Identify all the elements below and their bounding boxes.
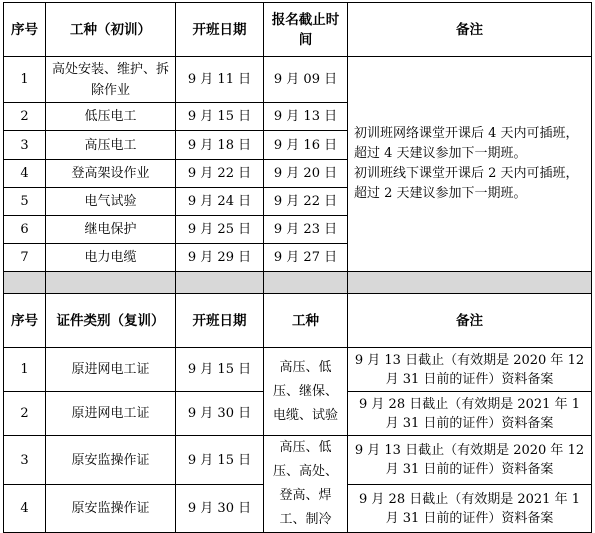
cert-cell: 原安监操作证 [46, 436, 176, 485]
header-start-date: 开班日期 [176, 294, 264, 348]
header-start-date: 开班日期 [176, 3, 264, 57]
cert-cell: 原进网电工证 [46, 392, 176, 436]
training-remark-cell [348, 57, 592, 272]
start-cell: 9 月 15 日 [176, 103, 264, 131]
type-cell: 电气试验 [46, 188, 176, 216]
seq-cell: 1 [4, 348, 46, 392]
seq-cell: 3 [4, 436, 46, 485]
seq-cell: 3 [4, 131, 46, 160]
seq-cell: 2 [4, 103, 46, 131]
header-seq: 序号 [4, 294, 46, 348]
seq-cell: 4 [4, 485, 46, 533]
work-type-cell: 高压、低压、高处、登高、焊工、制冷 [264, 436, 348, 533]
start-cell: 9 月 22 日 [176, 160, 264, 188]
remark-cell: 9 月 13 日截止（有效期是 2020 年 12 月 31 日前的证件）资料备案 [348, 436, 592, 485]
type-cell: 高处安装、维护、拆除作业 [46, 57, 176, 103]
header-remark: 备注 [348, 3, 592, 57]
start-cell: 9 月 11 日 [176, 57, 264, 103]
deadline-cell: 9 月 16 日 [264, 131, 348, 160]
type-cell: 继电保护 [46, 216, 176, 244]
type-cell: 高压电工 [46, 131, 176, 160]
seq-cell: 6 [4, 216, 46, 244]
header-seq: 序号 [4, 3, 46, 57]
header-work-type: 工种 [264, 294, 348, 348]
table-row [4, 348, 592, 392]
retraining-header-row [4, 294, 592, 348]
cert-cell: 原安监操作证 [46, 485, 176, 533]
start-cell: 9 月 30 日 [176, 485, 264, 533]
remark-cell: 9 月 28 日截止（有效期是 2021 年 1 月 31 日前的证件）资料备案 [348, 485, 592, 533]
remark-online: 初训班网络课堂开课后 4 天内可插班，超过 4 天建议参加下一期班。 [354, 126, 579, 161]
type-cell: 电力电缆 [46, 244, 176, 272]
deadline-cell: 9 月 22 日 [264, 188, 348, 216]
training-header-row [4, 3, 592, 57]
seq-cell: 4 [4, 160, 46, 188]
header-certificate-type: 证件类别（复训） [46, 294, 176, 348]
work-type-cell: 高压、低压、继保、电缆、试验 [264, 348, 348, 436]
table-row [4, 436, 592, 485]
deadline-cell: 9 月 23 日 [264, 216, 348, 244]
section-separator [4, 272, 592, 294]
seq-cell: 5 [4, 188, 46, 216]
deadline-cell: 9 月 09 日 [264, 57, 348, 103]
start-cell: 9 月 30 日 [176, 392, 264, 436]
cert-cell: 原进网电工证 [46, 348, 176, 392]
header-registration-deadline: 报名截止时间 [264, 3, 348, 57]
header-remark: 备注 [348, 294, 592, 348]
seq-cell: 2 [4, 392, 46, 436]
start-cell: 9 月 24 日 [176, 188, 264, 216]
remark-cell: 9 月 13 日截止（有效期是 2020 年 12 月 31 日前的证件）资料备案 [348, 348, 592, 392]
training-schedule-table [3, 2, 592, 533]
remark-cell: 9 月 28 日截止（有效期是 2021 年 1 月 31 日前的证件）资料备案 [348, 392, 592, 436]
type-cell: 低压电工 [46, 103, 176, 131]
header-training-type: 工种（初训） [46, 3, 176, 57]
start-cell: 9 月 15 日 [176, 348, 264, 392]
start-cell: 9 月 25 日 [176, 216, 264, 244]
start-cell: 9 月 18 日 [176, 131, 264, 160]
start-cell: 9 月 15 日 [176, 436, 264, 485]
seq-cell: 7 [4, 244, 46, 272]
type-cell: 登高架设作业 [46, 160, 176, 188]
remark-offline: 初训班线下课堂开课后 2 天内可插班，超过 2 天建议参加下一期班。 [354, 166, 579, 201]
deadline-cell: 9 月 13 日 [264, 103, 348, 131]
table-row [4, 57, 592, 103]
deadline-cell: 9 月 20 日 [264, 160, 348, 188]
start-cell: 9 月 29 日 [176, 244, 264, 272]
seq-cell: 1 [4, 57, 46, 103]
deadline-cell: 9 月 27 日 [264, 244, 348, 272]
